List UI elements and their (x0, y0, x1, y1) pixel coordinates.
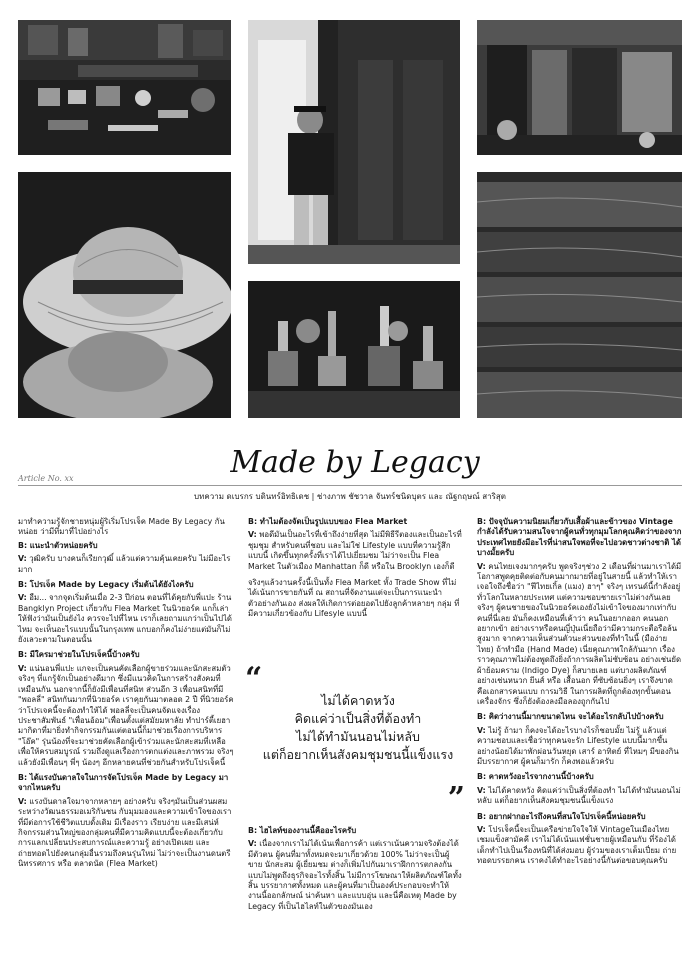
qa-block (248, 517, 462, 572)
qa-block (477, 812, 682, 867)
pull-quote-text: ไม่ได้คาดหวัง คิดแค่ว่าเป็นสิ่งที่ต้องทำ ไม่ได้ทำมันนอนไม่หลับ แต่ก็อยากเห็นสังคมชุมชนนี้แข็งแรง (262, 693, 454, 762)
column-right (477, 517, 682, 872)
answer: V: โปรเจ็คนี้จะเป็นเครือข่ายใจใจให้ Vintageในเมืองไทย เชมแข็งสามัคคี เราไม่ได้เน้นแฟชั่นชายผู้เหมือนกับ ที่ร้องได้เด็กทำไปเป็นเรื่องหนิที่ได้ส่งมอบ ผู้ร่วมของเราเต็มเปี่ยม ถ่ายทอดบรรยกคน เราคงได้ทำอะไรอย่างนี้กันต่อขอบคุณครับ (477, 824, 677, 866)
credits-line: บทความ ดเบรกร บดินทร์อิทธิเดช | ช่างภาพ ชัชวาล จันทร์ชนิดบุตร และ ณัฐกฤษณ์ สาริสุต (194, 492, 506, 501)
question: B: อยากฝากอะไรถึงคนที่สนใจโปรเจ็คนี้หน่อยครับ (477, 811, 646, 821)
qa-block (477, 712, 682, 767)
qa-block (18, 580, 234, 645)
question: B: มีใครมาช่วยในโปรเจ็คนี้บ้างครับ (18, 650, 140, 660)
question: B: แนะนำตัวหน่อยครับ (18, 540, 98, 550)
answer: V: อืม... จากจุดเริ่มต้นเมื่อ 2-3 ปีก่อน ตอนที่ได้คุยกับพี่แปะ ร้าน Bangklyn Project เกี่ยวกับ Flea Market ในนิวยอร์ค แกก็เล่าให้ฟังว่ามันเป็นยังไง ควรจะไปที่ไหน เราก็เลยถามแกว่าเป็นไปได้ไหม จะเห็นอะไรแบบนั้นในกรุงเทพ แกบอกก็คงไม่ง่ายแต่มันก็ไม่ยังเลวะตามในตอนนั้น (18, 593, 232, 645)
qa-block (248, 826, 462, 912)
qa-block (18, 773, 234, 870)
answer: V: คนไทยเจงมากๆครับ พูดจริงๆช่วง 2 เดือนที่ผ่านมาเราได้มีโอกาสพูดคุยติดต่อกับคนมากมายที่อยู่ในสายนี้ แล้วทำให้เราเจอใจถึงชื่อว่า "ฟีไทยเกิ้ล (แมง) ฮาๆ" จริงๆ เทรนด์นี้กำลังอยู่ทั่วโลกในหลายประเทศ แต่ความชอบชายเราไม่ต่างกันเลยจริงๆ ผู้คนชายของในนิวยอร์คเองยังไม่เข้าใจของมากเท่ากับคนที่นี่เลย มันก็คงเหมือนที่เค้าว่า คนในอยากออก คนนอกอยากเข้า อย่างเราหรือคนญี่ปุ่นเนี่ยถือว่ามีความกระตือรือล้นสูงมาก จากความเห็นส่วนตัวนะส่วนของที่ทำในนี้ (มือง่ายไทย) ถ้าทำมือ (Hand Made) เนี่ยคุณภาพใกล้กันมาก เรื่องราวคุณภาพไม่ต้องพูดถึงยิ่งถ้าการผลิตไม่ซับซ้อน อย่างเช่นยัด ผ้าย้อมคราม (Indigo Dye) ก็สบายเลย แต่บางผลิตภัณฑ์อย่างเช่นหนวก ยีนส์ หรือ เสื้อนอก ที่ซับซ้อนยิ่งๆ เราจึงขาดคือเอกสารคนแบบ การมวิธี ในการผลิตที่ถูกต้องทุกขั้นตอนเครื่องจักร ซึ่งก็ยังต้องลงมือลองถูกกันไป (477, 561, 682, 706)
qa-block (18, 541, 234, 575)
article-title-logo (230, 438, 480, 486)
question: B: ไฮไลท์ของงานนี้คืออะไรครับ (248, 826, 357, 835)
photo-folded-denim (477, 172, 682, 418)
answer: V: แรงบันดาลใจมาจากหลายๆ อย่างครับ จริงๆมันเป็นส่วนผสมระหว่างวัฒนธรรมอเมริกันชน กับมุมมองและความเข้าใจของเราที่มีต่อการใช้ชีวิตแบบดั้งเดิม มีเรื่องราว เรียบง่าย และมีเสน่ห์ กิจกรรมส่วนใหญ่ของกลุ่มคนที่มีความคิดแบบนี้จะต้องเกี่ยวกับ การแลกเปลี่ยนประสบการณ์และความรู้ อย่างเปิดเผย และถ่ายทอดไปยังคนกลุ่มอื่นรวมถึงคนรุ่นใหม่ ไม่ว่าจะเป็นงานดนตรี นิทรรศการ หรือ ตลาดนัด (Flea Market) (18, 796, 232, 869)
intro-text: มาทำความรู้จักชายหนุ่มผู้ริเริ่มโปรเจ็ค Made By Legacy กันหน่อย ว่ามีที่มาที่ไปอย่างไร (18, 517, 225, 537)
question: B: คิดว่างานนี้มากขนาดไหน จะได้อะไรกลับไปบ้างครับ (477, 712, 664, 722)
qa-block (18, 650, 234, 767)
question: B: ได้แรงบันดาลใจในการจัดโปรเจ็ค Made by Legacy มาจากไหนครับ (18, 772, 229, 793)
answer: V: เนื่องจากเราไม่ได้เน้นเพื่อการค้า แต่เราเน้นความจริงต้องได้ มีตัวตน ผู้คนที่มาทั้งหมดจะมาเกี่ยวด้วย 100% ไม่ว่าจะเป็นผู้ขาย นักสะสม ผู้เยี่ยมชม ต่างก็เพิ่มไปกันมาเราฝึกการตกลงกัน แบบไม่พูดถึงธุรกิจอะไรทั้งสิ้น ไม่มีการโฆษณาให้ผลิตภัณฑ์ใดทั้งสิ้น บรรยากาศทั้งหมด และผู้คนที่มาเป็นองค์ประกอบจะทำให้งานนี้ออกลักษณ์ น่าค้นหา และแบบอุ่น และนี่คือเหตุ Made by Legacy ที่เป็นไฮไลท์ในตัวของมันเอง (248, 839, 462, 911)
question: B: โปรเจ็ค Made by Legacy เริ่มต้นได้ยังไงครับ (18, 580, 194, 590)
column-left (18, 517, 234, 875)
photo-man-in-doorway (248, 20, 460, 264)
column-middle-bottom (248, 826, 462, 917)
photo-cactus-plants (248, 281, 460, 418)
answer: V: วุฒิครับ บางคนก็เรียกวุฒิ์ แล้วแต่ความคุ้นเคยครับ ไม่มีอะไรมาก (18, 554, 231, 574)
answer: V: ไม่ได้คาดหวัง คิดแค่ว่าเป็นสิ่งที่ต้องทำ ไม่ได้ทำมันนอนไม่หลับ แต่ก็อยากเห็นสังคมชุมชนนี้แข็งแรง (477, 785, 681, 806)
qa-block (477, 772, 682, 806)
question: B: ทำไมต้องจัดเป็นรูปแบบของ Flea Market (248, 517, 408, 526)
answer: V: ไม่รู้ ถ้ามา ก็คงจะได้อะไรบางไรก็ชอบมั้ย ไม่รู้ แล้วแต่ความชอบและเชื่อว่าทุกคนจะรัก Lifestyle แบบนี้มากขึ้นอย่างน้อยได้มาพักผ่อนวันหยุด เสาร์ อาทิตย์ ที่ไหมๆ มีของกิน มีบรรยากาศ ผู้คนก็มารัก ก็คงพอแล้วครับ (477, 725, 679, 766)
photo-straw-hats (18, 172, 231, 418)
pull-quote (245, 661, 465, 816)
answer: V: พอดีมันเป็นอะไรที่เข้าถึงง่ายที่สุด ไม่มีพิธีรีตองและเป็นอะไรที่ชุมชุม สำหรับคนที่ชอบ และไม่ใช่ Lifestyle แบบที่ความรู้สึกแบบนี้ เกิดขึ้นทุกครั้งที่เราได้ไปเยี่ยมชม ไม่ว่าจะเป็น Flea Market ในตัวเมือง Manhattan ก็ดี หรือใน Brooklyn เองก็ดี (248, 530, 462, 571)
question: B: คาดหวังอะไรจากงานนี้บ้างครับ (477, 772, 594, 782)
column-middle (248, 517, 462, 623)
divider (18, 485, 682, 486)
open-quote-mark: “ (245, 661, 263, 696)
qa-block (477, 517, 682, 707)
question: B: ปัจจุบันความนิยมเกี่ยวกับเสื้อผ้าและข้าวของ Vintage กำลังได้รับความสนใจจากผู้คนทั่วทุกมุมโลกคุณคิดว่าของจากประเทศไทยยังมีอะไรที่น่าสนใจพอที่จะไปอวดชาวต่างชาติ ได้บางมั้ยครับ (477, 517, 682, 558)
article-number: Article No. xx (18, 474, 74, 483)
answer: V: แน่นอนพี่แปะ แกจะเป็นคนคัดเลือกผู้ขายร่วมและนักสะสมตัวจริงๆ ที่แกรู้จักเป็นอย่างดีมาก ซึ่งมีแนวคิดในการสร้างสังคมที่เหมือนกัน นอกจากนี้ก็ยังมีเพื่อนที่สนิท ส่วนอีก 3 เพื่อนสนิทที่มี "พอลลี่" สนิทกันมากที่นิวยอร์ค เราคุยกันมาตลอด 2 ปี ที่นิวยอร์ค ว่าโปรเจคนี้จะต้องทำให้ได้ พอลลี่จะเป็นคนจัดแจงเรื่องประชาสัมพันธ์ "เพื่อนอ้อม"เพื่อนตั้งแต่สมัยมหาลัย ทำปาร์ตี้เยฮามากิดาที่มายิ่งทำกิจกรรมกันแต่ตอนนี้ก็มาช่วยเรื่องการบริหาร "โอ๊ค" รุ่นน้องที่จะมาช่วยคัดเลือกผู้เข้าร่วมและนักสะสมที่เหลือเพื่อให้ครบสมบูรณ์ รวมถึงดูแลเรื่องการตกแต่งและภาพรวม จริงๆแล้วยังมีเพื่อนๆ พี่ๆ น้องๆ อีกหลายคนที่ช่วยกันสำหรับโปรเจ็คนี้ (18, 663, 234, 767)
close-quote-mark: ” (447, 781, 465, 816)
body-paragraph: จริงๆแล้วงานครั้งนี้เป็นทั้ง Flea Market ทั้ง Trade Show ที่ไม่ได้เน้นการขายกันที่ ณ สถานที่จัดงานแต่จะเป็นการแนะนำตัวอย่างกันเอง ส่งผลให้เกิดการต่อยอดไปยังลูกค้าหลายๆ กลุ่ม ที่มีความเกี่ยวข้องกับ Lifesyle แบบนี้ (248, 578, 460, 619)
svg-text:Made by Legacy: Made by Legacy (230, 445, 480, 480)
photo-flea-market-table (18, 20, 231, 155)
photo-vintage-workwear-rack (477, 20, 682, 155)
